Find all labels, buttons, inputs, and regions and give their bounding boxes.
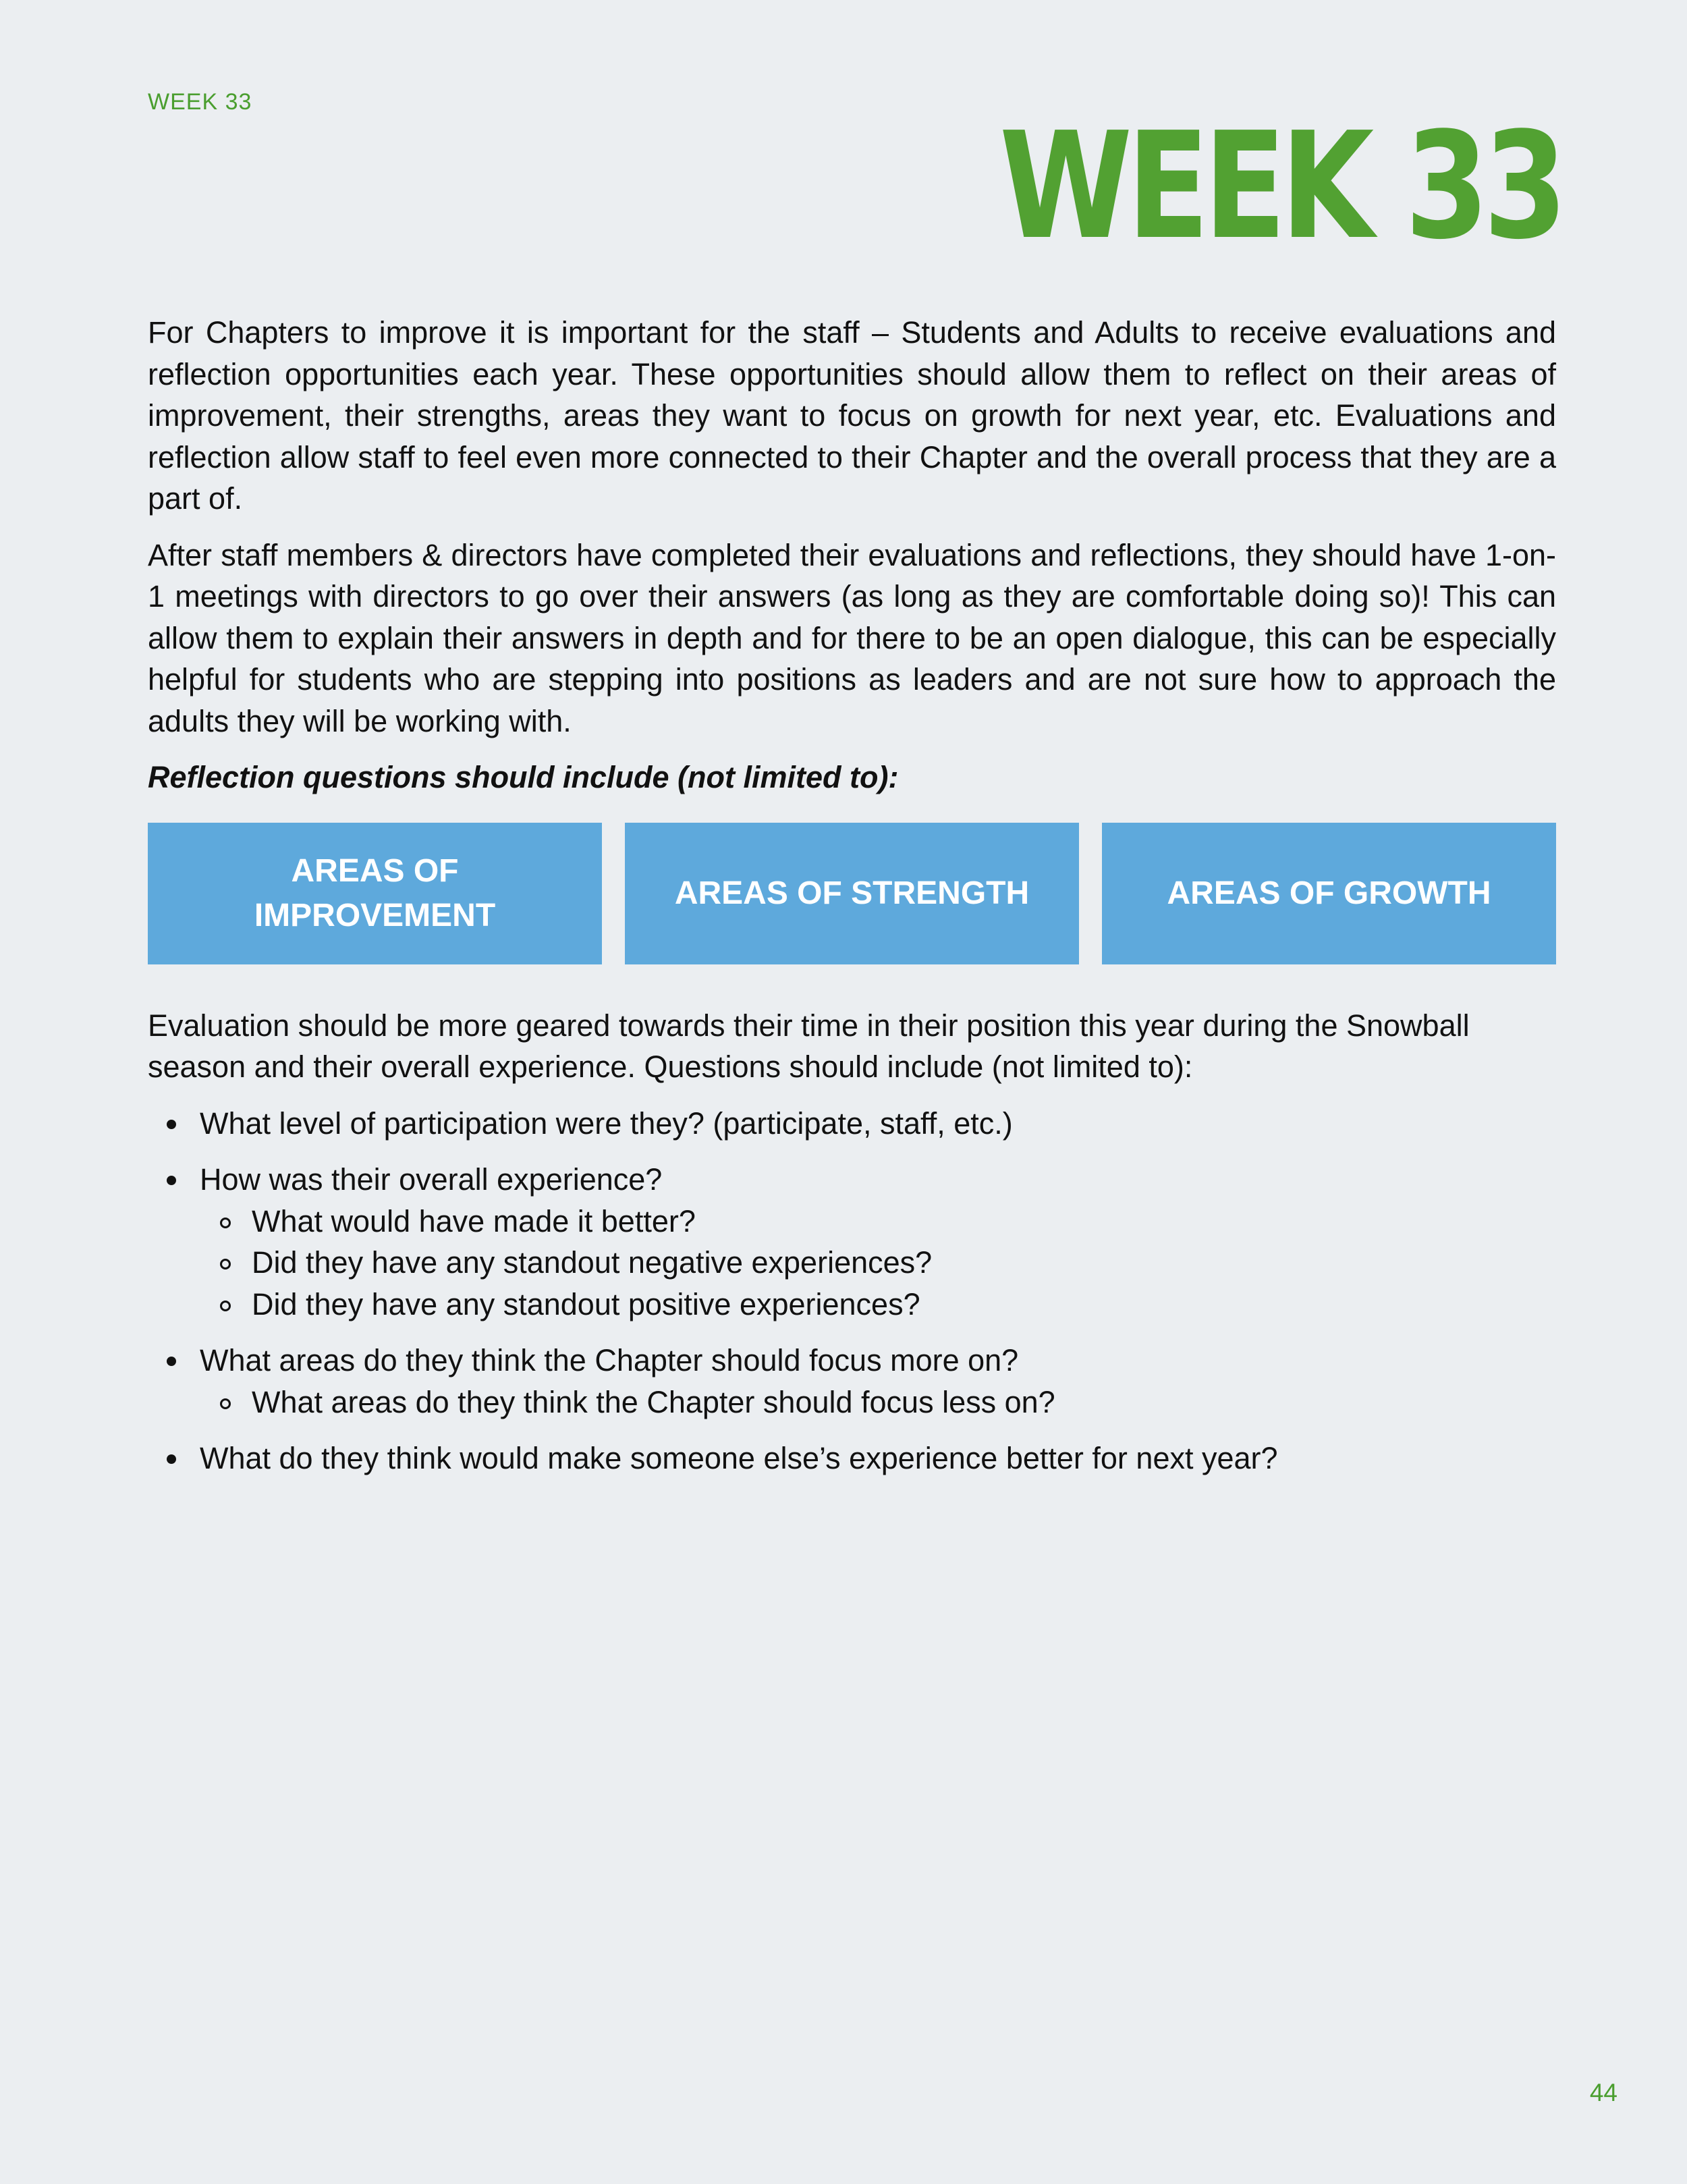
question-text: What areas do they think the Chapter should focus more on?	[200, 1343, 1019, 1377]
page-number: 44	[1589, 2079, 1617, 2106]
reflection-topic-boxes	[148, 823, 1556, 964]
list-item	[148, 1159, 1556, 1325]
evaluation-questions-list	[148, 1103, 1556, 1479]
sub-list-item: What would have made it better?	[200, 1201, 1556, 1243]
sub-question-list	[200, 1201, 1556, 1326]
question-text: What level of participation were they? (participate, staff, etc.)	[200, 1105, 1013, 1141]
list-item	[148, 1103, 1556, 1145]
question-text: What do they think would make someone else’s experience better for next year?	[200, 1441, 1278, 1475]
box-areas-of-growth: AREAS OF GROWTH	[1102, 823, 1556, 964]
box-areas-of-strength: AREAS OF STRENGTH	[625, 823, 1079, 964]
sub-list-item: Did they have any standout negative experiences?	[200, 1242, 1556, 1284]
box-areas-of-improvement: AREAS OF IMPROVEMENT	[148, 823, 602, 964]
question-text: How was their overall experience?	[200, 1162, 663, 1197]
sub-list-item: What areas do they think the Chapter should focus less on?	[200, 1382, 1556, 1423]
meetings-paragraph: After staff members & directors have completed their evaluations and reflections, they should have 1-on-1 meetings with directors to go over their answers (as long as they are comfortable doing so)! This can allow them to explain their answers in depth and for there to be an open dialogue, this can be especially helpful for students who are stepping into positions as leaders and are not sure how to approach the adults they will be working with.	[148, 537, 1556, 738]
sub-question-list	[200, 1382, 1556, 1423]
page-content	[148, 312, 1556, 1494]
evaluation-intro: Evaluation should be more geared towards their time in their position this year during the Snowball season and their overall experience. Questions should include (not limited to):	[148, 1008, 1470, 1084]
sub-list-item: Did they have any standout positive experiences?	[200, 1284, 1556, 1326]
intro-paragraph: For Chapters to improve it is important for the staff – Students and Adults to receive evaluations and reflection opportunities each year. These opportunities should allow them to reflect on their areas of improvement, their strengths, areas they want to focus on growth for next year, etc. Evaluations and reflection allow staff to feel even more connected to their Chapter and the overall process that they are a part of.	[148, 315, 1556, 516]
list-item	[148, 1340, 1556, 1423]
page-title: WEEK 33	[999, 101, 1561, 272]
list-item	[148, 1438, 1556, 1479]
running-header: WEEK 33	[148, 89, 252, 115]
reflection-lead-in: Reflection questions should include (not limited to):	[148, 760, 899, 794]
